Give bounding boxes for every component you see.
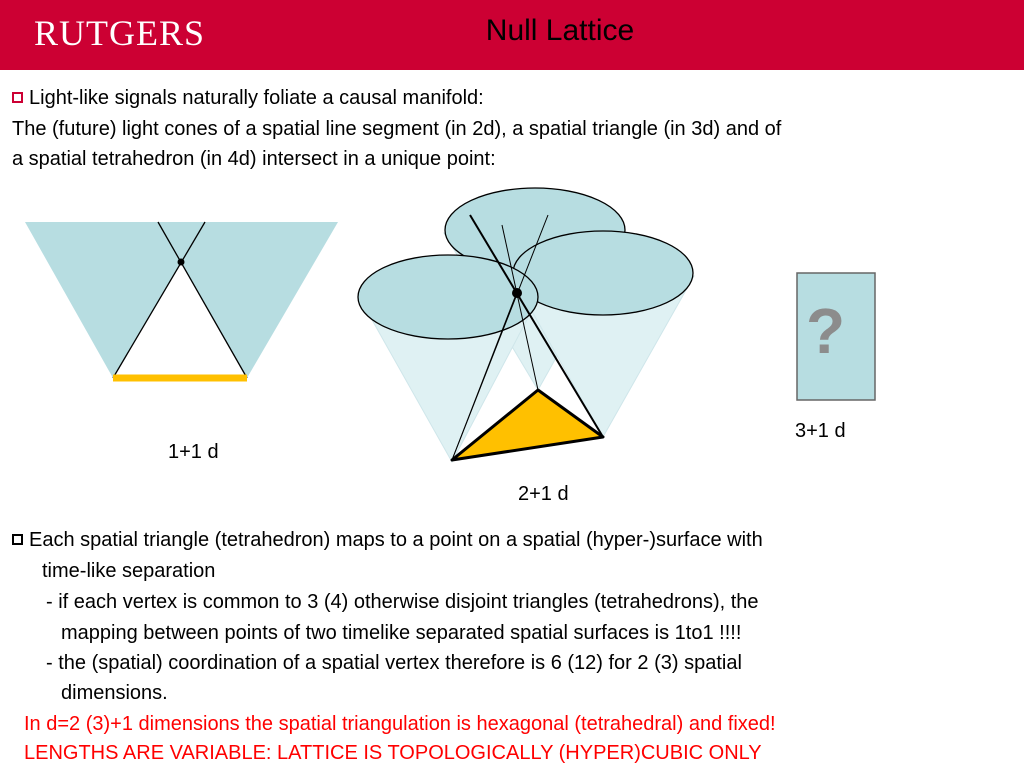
intro-line-1: The (future) light cones of a spatial line segment (in 2d), a spatial triangle (in 3d) and of	[12, 118, 782, 140]
intersection-point	[512, 288, 522, 298]
slide-title: Null Lattice	[485, 14, 635, 47]
intro-bullet-text: Light-like signals naturally foliate a causal manifold:	[29, 87, 484, 109]
label-1d: 1+1 d	[168, 441, 219, 463]
label-3d: 3+1 d	[795, 420, 846, 442]
question-mark-icon: ?	[806, 295, 846, 367]
rutgers-logo: RUTGERS	[34, 13, 206, 53]
label-2d: 2+1 d	[518, 483, 569, 505]
sub-point-2-line-1: - the (spatial) coordination of a spatial vertex therefore is 6 (12) for 2 (3) spatial	[46, 652, 742, 674]
body-bullet-line-2: time-like separation	[42, 560, 216, 582]
red-note-line-1: In d=2 (3)+1 dimensions the spatial triangulation is hexagonal (tetrahedral) and fixed!	[24, 713, 776, 735]
sub-point-1-line-1: - if each vertex is common to 3 (4) otherwise disjoint triangles (tetrahedrons), the	[46, 591, 759, 613]
light-cone-1d-diagram	[25, 222, 338, 378]
body-bullet	[12, 525, 763, 555]
intersection-point	[178, 259, 185, 266]
red-note-line-2: LENGTHS ARE VARIABLE: LATTICE IS TOPOLOGICALLY (HYPER)CUBIC ONLY	[24, 742, 762, 764]
sub-point-2-line-2: dimensions.	[61, 682, 168, 704]
checkbox-bullet-icon	[12, 534, 23, 545]
sub-point-1-line-2: mapping between points of two timelike separated spatial surfaces is 1to1 !!!!	[61, 622, 742, 644]
body-bullet-text: Each spatial triangle (tetrahedron) maps to a point on a spatial (hyper-)surface with	[29, 529, 763, 551]
light-cone-2d-diagram	[358, 188, 694, 462]
intro-line-2: a spatial tetrahedron (in 4d) intersect in a unique point:	[12, 148, 496, 170]
